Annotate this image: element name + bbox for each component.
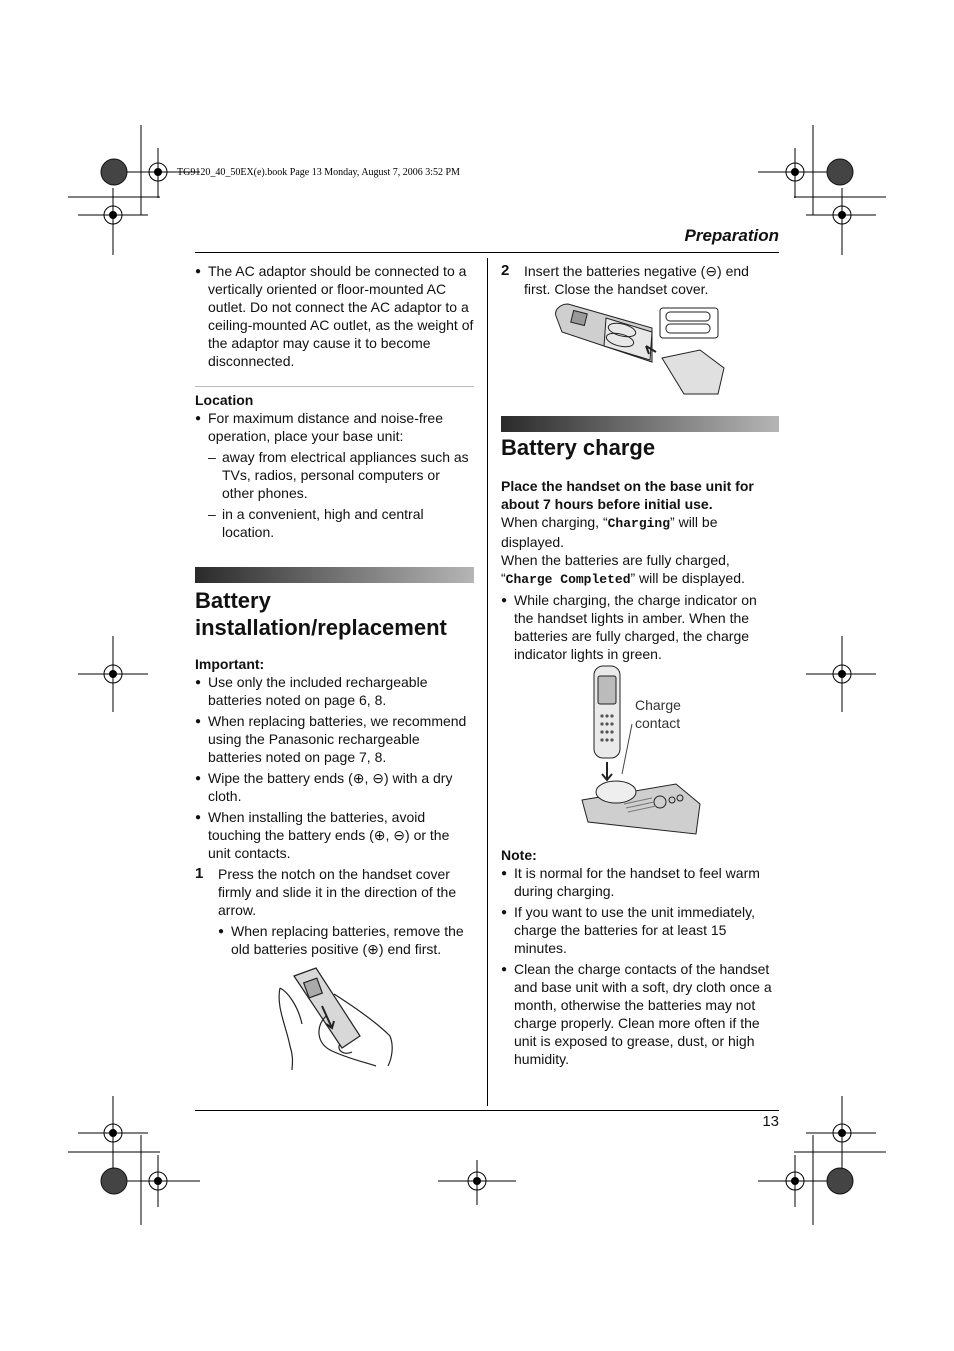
print-header: TG9120_40_50EX(e).book Page 13 Monday, August 7, 2006 3:52 PM	[177, 167, 460, 178]
completed-post: ” will be displayed.	[630, 570, 745, 586]
note-1: It is normal for the handset to feel warm during charging.	[514, 865, 760, 899]
important-1: Use only the included rechargeable batteries noted on page 6, 8.	[208, 674, 428, 708]
important-3: Wipe the battery ends (⊕, ⊖) with a dry cloth.	[208, 770, 453, 804]
header-rule	[195, 252, 779, 253]
left-column	[195, 262, 474, 961]
right-column	[501, 262, 779, 301]
notes-section	[501, 846, 779, 1071]
list-item: ● When installing the batteries, avoid touching the battery ends (⊕, ⊖) or the unit contacts.	[195, 808, 474, 862]
list-item: ● When replacing batteries, we recommend using the Panasonic rechargeable batteries noted on page 7, 8.	[195, 712, 474, 766]
section-band	[195, 567, 474, 583]
list-item: – in a convenient, high and central location.	[208, 505, 474, 541]
section-band	[501, 416, 779, 432]
step-number: 2	[501, 262, 510, 279]
important-heading: Important:	[195, 656, 265, 672]
important-2: When replacing batteries, we recommend using the Panasonic rechargeable batteries noted on page 7, 8.	[208, 713, 467, 765]
note-2: If you want to use the unit immediately, charge the batteries for at least 15 minutes.	[514, 904, 755, 956]
charging-pre: When charging, “	[501, 514, 608, 530]
step-2	[501, 262, 779, 298]
location-dash-1: away from electrical appliances such as TVs, radios, personal computers or other phones.	[222, 449, 469, 501]
charging-post: ” will be displayed.	[501, 514, 718, 550]
completed-pre: When the batteries are fully charged, “	[501, 552, 730, 586]
note-3: Clean the charge contacts of the handset and base unit with a soft, dry cloth once a month, otherwise the batteries may not charge properly. Clean more often if the unit is exposed to grease, dust, or high humidity.	[514, 961, 772, 1067]
footer-rule	[195, 1110, 779, 1111]
completed-sentence	[501, 551, 779, 589]
adaptor-note: The AC adaptor should be connected to a vertically oriented or floor-mounted AC outlet. Do not connect the AC adaptor to a ceiling-mounted AC outlet, as the weight of the adaptor may cause it to become disconnected.	[208, 263, 474, 369]
install-title: Battery installation/replacement	[195, 588, 447, 640]
battery-insert-illustration	[552, 302, 728, 398]
section-heading: Preparation	[684, 226, 779, 245]
location-text: For maximum distance and noise-free operation, place your base unit:	[208, 410, 443, 444]
list-item: ● The AC adaptor should be connected to a vertically oriented or floor-mounted AC outlet. Do not connect the AC adaptor to a ceiling-mounted AC outlet, as the weight of the adaptor may cause it to become disconnected.	[195, 263, 474, 369]
list-item: ● Clean the charge contacts of the handset and base unit with a soft, dry cloth once a month, otherwise the batteries may not charge properly. Clean more often if the unit is exposed to grease, dust, or high humidity.	[501, 960, 779, 1068]
location-divider	[195, 386, 474, 387]
step-text: Insert the batteries negative (⊖) end first. Close the handset cover.	[524, 263, 749, 297]
step-text: Press the notch on the handset cover firmly and slide it in the direction of the arrow.	[218, 866, 457, 918]
list-item: – away from electrical appliances such as TVs, radios, personal computers or other phones.	[208, 448, 474, 502]
step-1-sub: When replacing batteries, remove the old batteries positive (⊕) end first.	[231, 923, 464, 957]
charging-display: Charging	[607, 516, 671, 531]
charge-instruction: Place the handset on the base unit for about 7 hours before initial use.	[501, 478, 754, 512]
location-heading: Location	[195, 392, 254, 408]
list-item: ● For maximum distance and noise-free operation, place your base unit:	[195, 409, 474, 445]
charge-title: Battery charge	[501, 435, 656, 460]
location-dash-2: in a convenient, high and central location.	[222, 506, 424, 540]
list-item: ● When replacing batteries, remove the old batteries positive (⊕) end first.	[218, 922, 474, 958]
step-number: 1	[195, 865, 204, 882]
list-item: ● If you want to use the unit immediately, charge the batteries for at least 15 minutes.	[501, 903, 779, 957]
charging-sentence	[501, 513, 779, 551]
charge-contact-label: Charge contact	[635, 697, 681, 731]
column-divider	[487, 258, 488, 1106]
step-1	[195, 865, 474, 919]
list-item: ● It is normal for the handset to feel warm during charging.	[501, 864, 779, 900]
note-heading: Note:	[501, 847, 537, 863]
completed-display: Charge Completed	[505, 572, 631, 587]
list-item: ● Use only the included rechargeable batteries noted on page 6, 8.	[195, 673, 474, 709]
page-number: 13	[762, 1113, 779, 1130]
list-item: ● Wipe the battery ends (⊕, ⊖) with a dry cloth.	[195, 769, 474, 805]
important-4: When installing the batteries, avoid touching the battery ends (⊕, ⊖) or the unit contacts.	[208, 809, 450, 861]
charge-indicator-note: While charging, the charge indicator on the handset lights in amber. When the batteries are fully charged, the charge indicator lights in green.	[514, 592, 757, 662]
list-item: ● While charging, the charge indicator on the handset lights in amber. When the batteries are fully charged, the charge indicator lights in green.	[501, 591, 779, 663]
battery-charge-section	[501, 416, 779, 666]
handset-cover-illustration	[276, 966, 398, 1072]
charging-illustration	[576, 664, 704, 840]
